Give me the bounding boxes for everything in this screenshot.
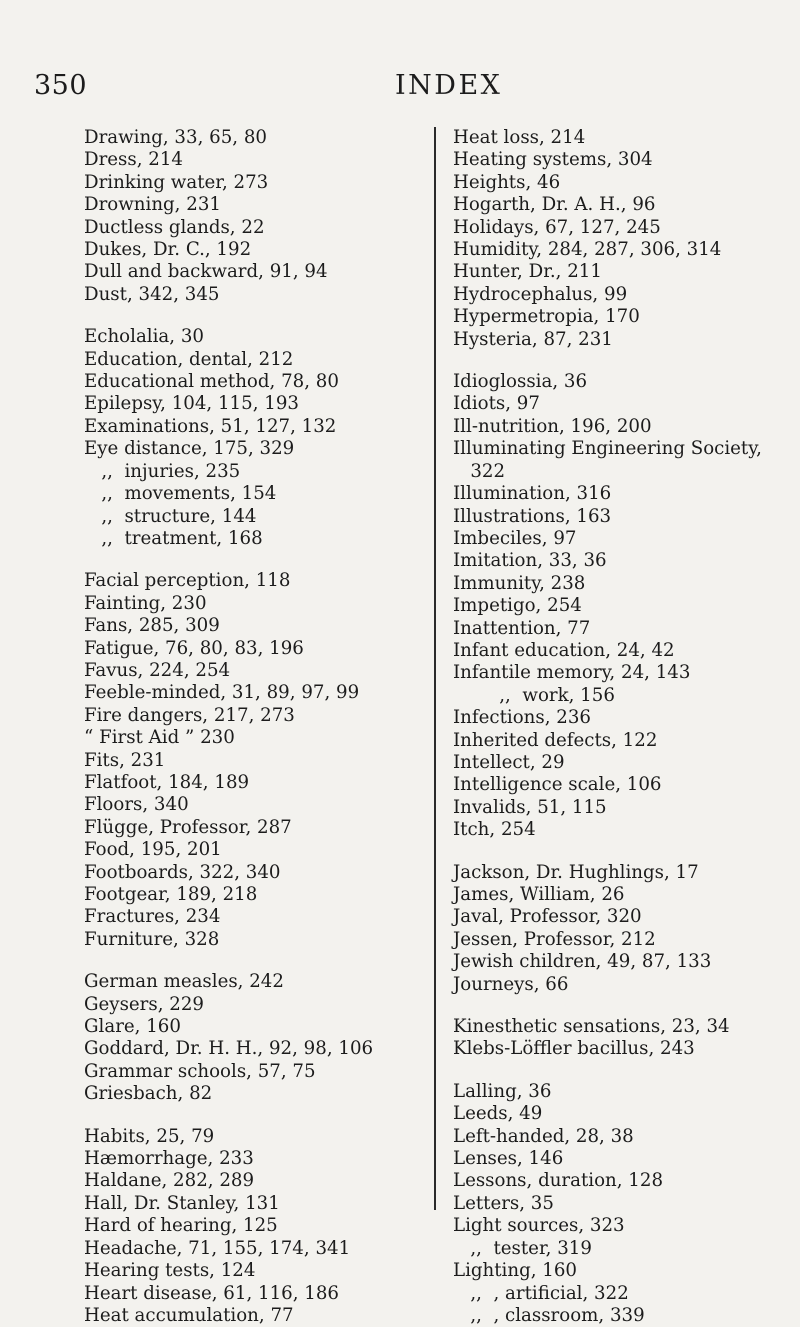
index-entry: ,, injuries, 235 (84, 460, 241, 482)
index-entry: Hunter, Dr., 211 (453, 261, 602, 283)
index-entry: Fans, 285, 309 (84, 615, 220, 637)
index-entry: 322 (453, 460, 506, 482)
index-entry: Intelligence scale, 106 (453, 774, 662, 796)
index-column-left (84, 127, 429, 1327)
index-entry: Infantile memory, 24, 143 (453, 662, 691, 684)
index-entry: Fits, 231 (84, 749, 166, 771)
index-entry: Fainting, 230 (84, 592, 207, 614)
index-entry: Furniture, 328 (84, 928, 220, 950)
index-entry: Infant education, 24, 42 (453, 639, 675, 661)
index-entry: ,, treatment, 168 (84, 527, 263, 549)
index-entry: Lessons, duration, 128 (453, 1170, 664, 1192)
index-entry: Flügge, Professor, 287 (84, 816, 292, 838)
index-entry: Humidity, 284, 287, 306, 314 (453, 239, 722, 261)
index-entry: Leeds, 49 (453, 1103, 543, 1125)
index-entry: Educational method, 78, 80 (84, 371, 339, 393)
index-entry: Glare, 160 (84, 1016, 181, 1038)
index-entry: Letters, 35 (453, 1192, 554, 1214)
index-entry: Heights, 46 (453, 171, 561, 193)
index-entry: Illustrations, 163 (453, 505, 612, 527)
index-entry: Light sources, 323 (453, 1215, 625, 1237)
index-entry: Drinking water, 273 (84, 171, 269, 193)
index-entry: Left-handed, 28, 38 (453, 1125, 634, 1147)
index-entry: German measles, 242 (84, 971, 284, 993)
index-entry: Hall, Dr. Stanley, 131 (84, 1192, 280, 1214)
index-entry: Hard of hearing, 125 (84, 1215, 278, 1237)
index-entry: Heating systems, 304 (453, 149, 653, 171)
index-entry: Hæmorrhage, 233 (84, 1148, 254, 1170)
index-entry: Ill-nutrition, 196, 200 (453, 415, 652, 437)
index-entry: ,, , artificial, 322 (453, 1282, 629, 1304)
index-entry: ,, structure, 144 (84, 505, 257, 527)
index-entry: Education, dental, 212 (84, 348, 294, 370)
page-header (0, 70, 800, 110)
index-entry: Idiots, 97 (453, 393, 540, 415)
index-entry: Dull and backward, 91, 94 (84, 261, 328, 283)
index-entry: Examinations, 51, 127, 132 (84, 415, 337, 437)
index-entry: Infections, 236 (453, 707, 591, 729)
index-entry: Illumination, 316 (453, 483, 612, 505)
index-entry: Illuminating Engineering Society, (453, 438, 762, 460)
index-entry: James, William, 26 (453, 884, 625, 905)
index-entry: Kinesthetic sensations, 23, 34 (453, 1016, 730, 1038)
index-entry: Javal, Professor, 320 (453, 906, 642, 928)
index-entry: Hypermetropia, 170 (453, 306, 640, 328)
index-entry: ,, movements, 154 (84, 483, 277, 505)
index-entry: Fractures, 234 (84, 906, 221, 928)
index-entry: Griesbach, 82 (84, 1083, 213, 1105)
index-column-right (453, 127, 798, 1327)
index-entry: Eye distance, 175, 329 (84, 438, 295, 460)
index-entry: Jewish children, 49, 87, 133 (453, 951, 712, 973)
index-entry: ,, tester, 319 (453, 1237, 592, 1259)
index-entry: Epilepsy, 104, 115, 193 (84, 393, 299, 415)
index-entry: Invalids, 51, 115 (453, 796, 607, 818)
running-title: INDEX (395, 70, 503, 101)
index-entry: Facial perception, 118 (84, 570, 291, 592)
index-entry: Echolalia, 30 (84, 326, 204, 348)
index-entry: Feeble-minded, 31, 89, 97, 99 (84, 682, 360, 704)
page-number: 350 (34, 70, 88, 101)
index-entry: Idioglossia, 36 (453, 371, 588, 393)
index-entry: Favus, 224, 254 (84, 659, 231, 681)
index-entry: Hearing tests, 124 (84, 1260, 256, 1282)
index-entry: Itch, 254 (453, 819, 536, 841)
index-entry: Dust, 342, 345 (84, 283, 220, 305)
index-entry: Imbeciles, 97 (453, 527, 577, 549)
index-entry: Flatfoot, 184, 189 (84, 771, 250, 793)
index-entry: Heat accumulation, 77 (84, 1304, 294, 1326)
index-entry: Footboards, 322, 340 (84, 861, 281, 883)
index-entry: Immunity, 238 (453, 572, 586, 594)
index-entry: Intellect, 29 (453, 751, 565, 773)
index-entry: Hysteria, 87, 231 (453, 328, 613, 350)
index-entry: ,, , classroom, 339 (453, 1304, 645, 1326)
index-entry: Drawing, 33, 65, 80 (84, 127, 267, 148)
index-entry: Floors, 340 (84, 794, 189, 816)
index-entry: “ First Aid ” 230 (84, 727, 235, 749)
index-entry: Dukes, Dr. C., 192 (84, 239, 252, 261)
index-entry: Holidays, 67, 127, 245 (453, 216, 661, 238)
index-entry: Heart disease, 61, 116, 186 (84, 1282, 340, 1304)
index-entry: Lenses, 146 (453, 1148, 564, 1170)
index-entry: Dress, 214 (84, 149, 183, 171)
index-entry: Hydrocephalus, 99 (453, 283, 628, 305)
index-entry: Heat loss, 214 (453, 127, 586, 148)
index-entry: Hogarth, Dr. A. H., 96 (453, 194, 656, 216)
index-entry: Impetigo, 254 (453, 595, 582, 617)
index-entry: Goddard, Dr. H. H., 92, 98, 106 (84, 1038, 374, 1060)
index-entry: Fatigue, 76, 80, 83, 196 (84, 637, 304, 659)
index-entry: Drowning, 231 (84, 194, 221, 216)
index-entry: Klebs-Löffler bacillus, 243 (453, 1038, 695, 1060)
index-entry: Jessen, Professor, 212 (453, 928, 656, 950)
column-divider (434, 127, 436, 1210)
index-entry: Footgear, 189, 218 (84, 884, 258, 905)
index-entry: Inattention, 77 (453, 617, 591, 639)
index-entry: Food, 195, 201 (84, 839, 222, 861)
index-entry: Lighting, 160 (453, 1260, 578, 1282)
index-entry: Jackson, Dr. Hughlings, 17 (453, 861, 699, 883)
index-entry: Geysers, 229 (84, 993, 204, 1015)
index-entry: Fire dangers, 217, 273 (84, 704, 295, 726)
index-entry: Habits, 25, 79 (84, 1125, 215, 1147)
index-entry: Inherited defects, 122 (453, 729, 658, 751)
index-entry: Journeys, 66 (453, 973, 569, 995)
index-entry: Ductless glands, 22 (84, 216, 265, 238)
index-entry: Haldane, 282, 289 (84, 1170, 255, 1192)
index-entry: ,, work, 156 (453, 684, 615, 706)
index-entry: Imitation, 33, 36 (453, 550, 607, 572)
index-entry: Lalling, 36 (453, 1080, 552, 1102)
index-entry: Headache, 71, 155, 174, 341 (84, 1237, 351, 1259)
index-entry: Grammar schools, 57, 75 (84, 1060, 316, 1082)
